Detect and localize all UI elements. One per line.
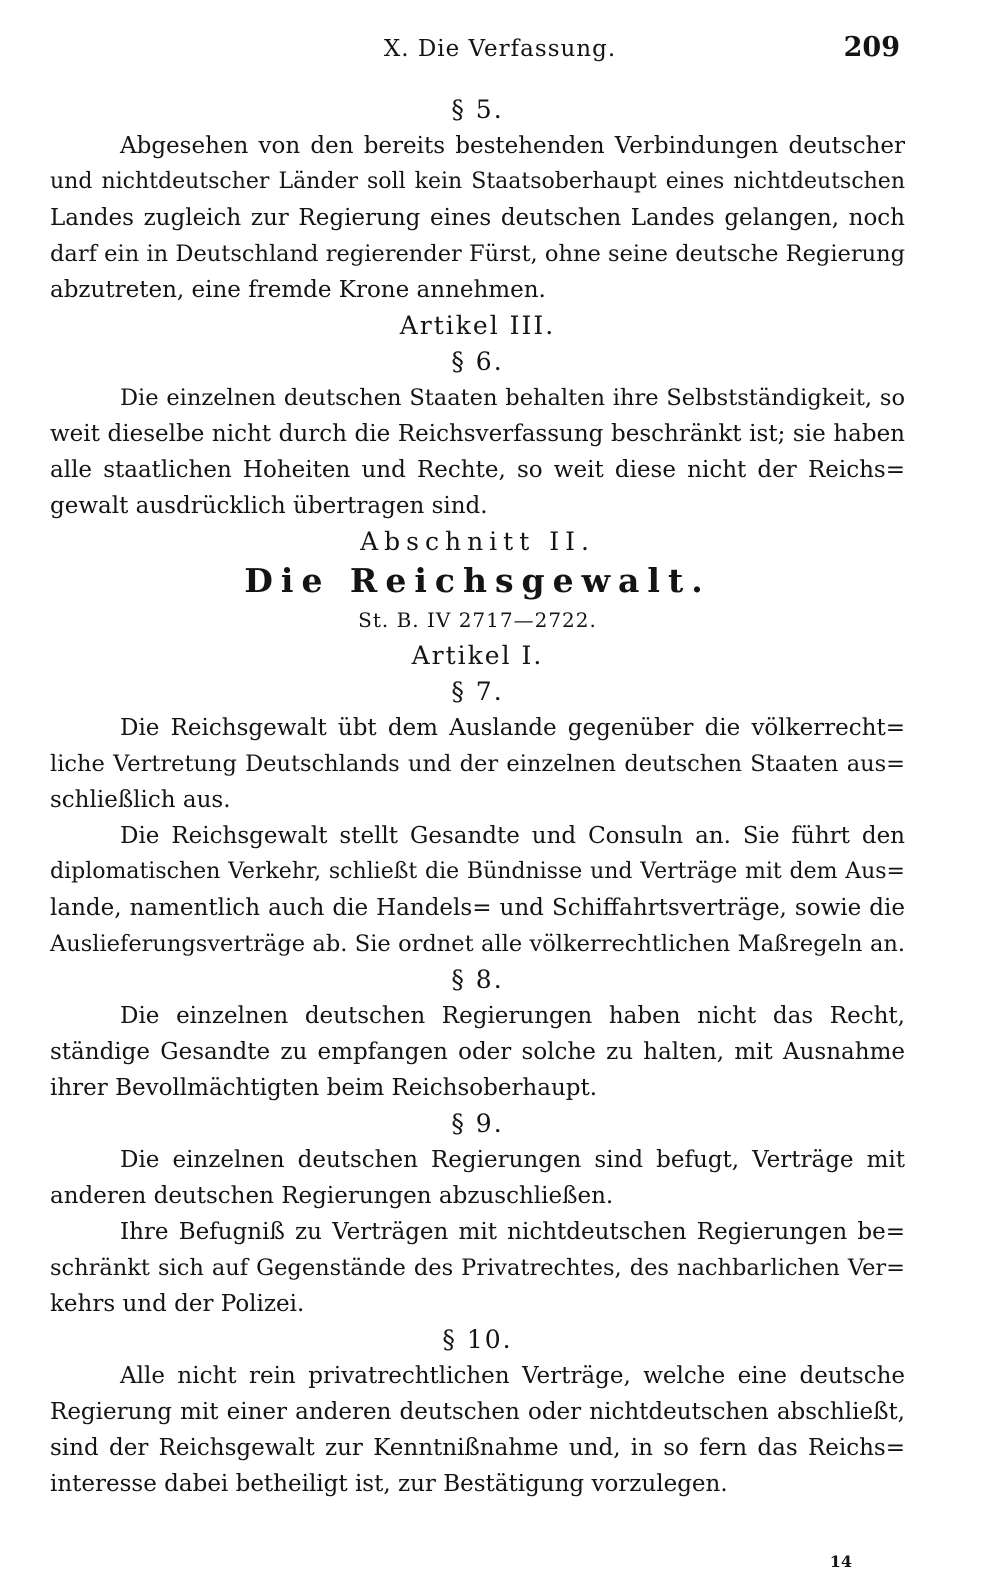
paragraph-heading: § 7. xyxy=(451,677,504,706)
text-line: sind der Reichsgewalt zur Kenntnißnahme und, in so fern das Reichs= xyxy=(50,1435,905,1461)
article-heading: Artikel I. xyxy=(411,641,544,670)
text-line: weit dieselbe nicht durch die Reichsverfassung beschränkt ist; sie haben xyxy=(50,421,905,447)
text-line: Die einzelnen deutschen Staaten behalten ihre Selbstständigkeit, so xyxy=(120,385,905,411)
text-line: liche Vertretung Deutschlands und der einzelnen deutschen Staaten aus= xyxy=(50,751,905,777)
running-title: X. Die Verfassung. xyxy=(383,36,617,62)
text-line: ständige Gesandte zu empfangen oder solche zu halten, mit Ausnahme xyxy=(50,1039,905,1065)
page-number: 209 xyxy=(843,32,900,63)
text-line: Auslieferungsverträge ab. Sie ordnet alle völkerrechtlichen Maßregeln an. xyxy=(50,931,905,957)
section-heading: Abschnitt II. xyxy=(360,527,595,556)
text-line: kehrs und der Polizei. xyxy=(50,1291,305,1317)
text-line: Regierung mit einer anderen deutschen oder nichtdeutschen abschließt, xyxy=(50,1399,905,1425)
text-line: diplomatischen Verkehr, schließt die Bündnisse und Verträge mit dem Aus= xyxy=(50,859,905,884)
text-line: Landes zugleich zur Regierung eines deutschen Landes gelangen, noch xyxy=(50,205,905,231)
text-line: schränkt sich auf Gegenstände des Privatrechtes, des nachbarlichen Ver= xyxy=(50,1255,905,1281)
section-title: Die Reichsgewalt. xyxy=(244,561,711,600)
paragraph-heading: § 5. xyxy=(451,95,504,124)
reference-line: St. B. IV 2717—2722. xyxy=(358,608,597,632)
text-line: Die einzelnen deutschen Regierungen sind befugt, Verträge mit xyxy=(120,1147,905,1173)
signature-mark: 14 xyxy=(829,1552,852,1571)
paragraph-heading: § 6. xyxy=(451,347,504,376)
text-line: gewalt ausdrücklich übertragen sind. xyxy=(50,493,488,519)
text-line: interesse dabei betheiligt ist, zur Bestätigung vorzulegen. xyxy=(50,1471,728,1497)
text-line: alle staatlichen Hoheiten und Rechte, so weit diese nicht der Reichs= xyxy=(50,457,905,483)
paragraph-heading: § 9. xyxy=(451,1109,504,1138)
text-line: schließlich aus. xyxy=(50,787,231,813)
article-heading: Artikel III. xyxy=(399,311,556,340)
text-line: ihrer Bevollmächtigten beim Reichsoberhaupt. xyxy=(50,1075,598,1101)
text-line: Die einzelnen deutschen Regierungen haben nicht das Recht, xyxy=(120,1003,905,1029)
text-line: Die Reichsgewalt übt dem Auslande gegenüber die völkerrecht= xyxy=(120,715,905,741)
text-line: darf ein in Deutschland regierender Fürst, ohne seine deutsche Regierung xyxy=(50,241,905,267)
paragraph-heading: § 10. xyxy=(442,1325,513,1354)
page-header xyxy=(0,30,1000,70)
text-line: Die Reichsgewalt stellt Gesandte und Consuln an. Sie führt den xyxy=(120,823,905,849)
text-line: abzutreten, eine fremde Krone annehmen. xyxy=(50,277,546,303)
text-line: anderen deutschen Regierungen abzuschließen. xyxy=(50,1183,614,1209)
text-line: Ihre Befugniß zu Verträgen mit nichtdeutschen Regierungen be= xyxy=(120,1219,905,1245)
page-body xyxy=(50,92,905,1502)
text-line: Alle nicht rein privatrechtlichen Verträge, welche eine deutsche xyxy=(120,1363,905,1389)
text-line: lande, namentlich auch die Handels= und Schiffahrtsverträge, sowie die xyxy=(50,895,905,921)
text-line: und nichtdeutscher Länder soll kein Staatsoberhaupt eines nichtdeutschen xyxy=(50,169,905,194)
paragraph-heading: § 8. xyxy=(451,965,504,994)
text-line: Abgesehen von den bereits bestehenden Verbindungen deutscher xyxy=(120,133,905,159)
